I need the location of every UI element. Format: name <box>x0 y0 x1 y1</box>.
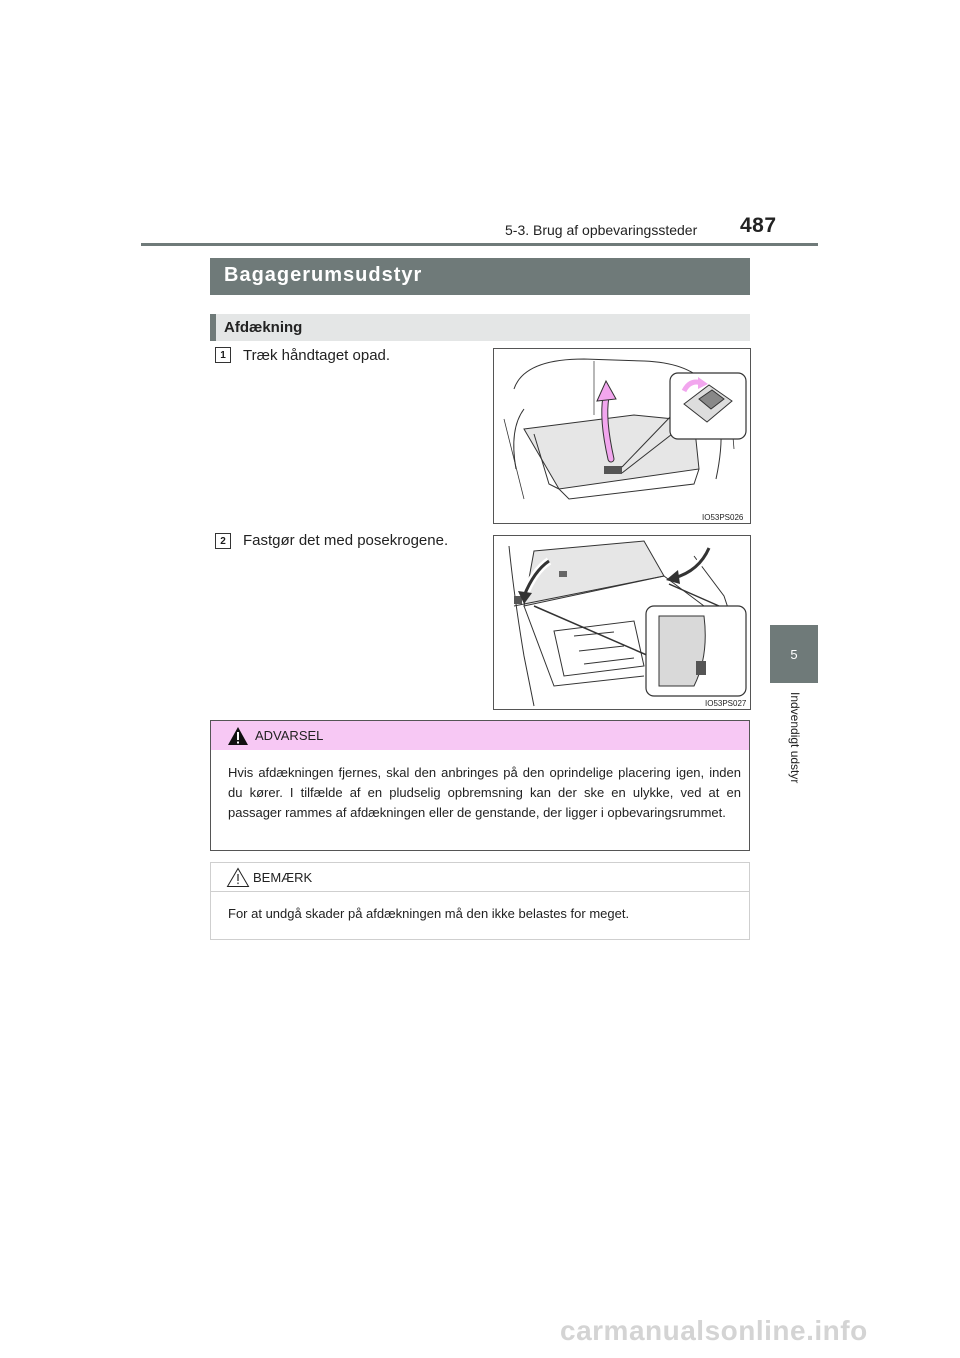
bag-hook-left-icon <box>514 596 522 604</box>
step-text-1: Træk håndtaget opad. <box>243 347 391 364</box>
notice-triangle-icon <box>226 867 250 888</box>
section-title: 5-3. Brug af opbevaringssteder <box>505 222 698 238</box>
chapter-tab[interactable] <box>770 625 818 683</box>
step-number-2: 2 <box>215 533 231 549</box>
figure-cargo-cover-handle <box>493 348 751 524</box>
chapter-title: Indvendigt udstyr <box>788 692 802 784</box>
figure-cargo-cover-hooks <box>493 535 751 710</box>
arrow-right-icon <box>666 570 680 584</box>
trunk-illustration-1 <box>494 349 750 523</box>
figure-code-2: IO53PS027 <box>705 699 747 708</box>
step-number-1: 1 <box>215 347 231 363</box>
page-number: 487 <box>740 214 777 237</box>
sub-heading: Afdækning <box>210 314 750 341</box>
trunk-illustration-2 <box>494 536 750 709</box>
watermark: carmanualsonline.info <box>560 1315 868 1346</box>
warning-title: ADVARSEL <box>255 728 324 743</box>
warning-triangle-icon <box>227 726 249 746</box>
notice-divider <box>211 891 749 892</box>
warning-body: Hvis afdækningen fjernes, skal den anbringes på den oprindelige placering igen, inden du kører. I tilfælde af en pludselig opbremsning kan der ske en ulykke, ved at en passager rammes af afdækningen eller de genstande, der ligger i opbevaringsrummet. <box>228 765 741 820</box>
main-heading: Bagagerumsudstyr <box>210 258 750 295</box>
header-rule <box>141 243 818 246</box>
notice-body: For at undgå skader på afdækningen må den ikke belastes for meget. <box>228 906 630 921</box>
chapter-number: 5 <box>790 646 798 662</box>
handle-icon <box>604 466 622 474</box>
chapter-title-vertical <box>762 692 826 842</box>
arrow-up-icon <box>597 381 616 401</box>
step-text-2: Fastgør det med posekrogene. <box>243 532 449 549</box>
bag-hook-icon <box>696 661 706 675</box>
notice-title: BEMÆRK <box>253 870 313 885</box>
figure-code-1: IO53PS026 <box>702 513 744 522</box>
